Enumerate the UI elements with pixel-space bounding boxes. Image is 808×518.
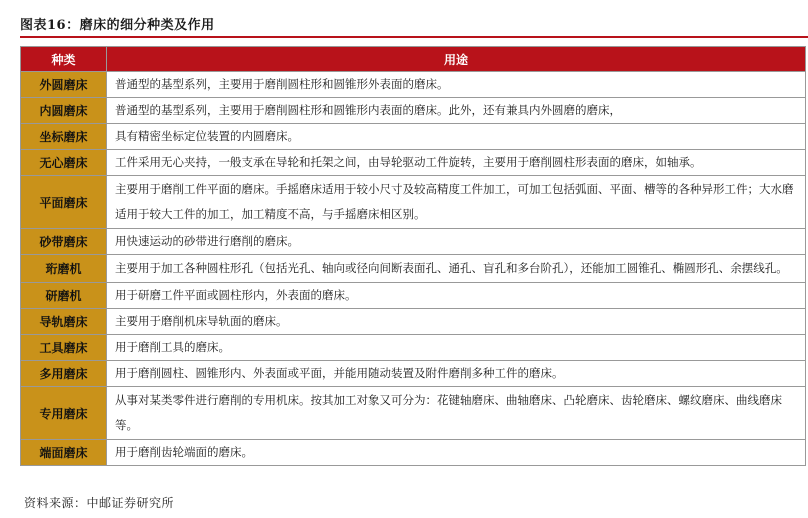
table-row	[21, 335, 806, 361]
row-type-cell: 工具磨床	[21, 335, 107, 361]
figure-title-bar	[20, 12, 808, 38]
row-use-cell: 用于磨削齿轮端面的磨床。	[107, 440, 806, 466]
row-use-cell: 主要用于磨削机床导轨面的磨床。	[107, 309, 806, 335]
row-type-cell: 外圆磨床	[21, 72, 107, 98]
row-type-cell: 无心磨床	[21, 150, 107, 176]
row-type-cell: 研磨机	[21, 283, 107, 309]
table-row	[21, 361, 806, 387]
row-type-cell: 导轨磨床	[21, 309, 107, 335]
table-row	[21, 387, 806, 440]
row-use-cell: 用于磨削圆柱、圆锥形内、外表面或平面，并能用随动装置及附件磨削多种工件的磨床。	[107, 361, 806, 387]
table-row	[21, 72, 806, 98]
header-type: 种类	[21, 47, 107, 72]
row-use-cell: 具有精密坐标定位装置的内圆磨床。	[107, 124, 806, 150]
figure-title: 图表16：磨床的细分种类及作用	[20, 18, 215, 33]
row-use-cell: 普通型的基型系列，主要用于磨削圆柱形和圆锥形内表面的磨床。此外，还有兼具内外圆磨的磨床，	[107, 98, 806, 124]
header-use: 用途	[107, 47, 806, 72]
table-row	[21, 124, 806, 150]
row-type-cell: 砂带磨床	[21, 229, 107, 255]
row-type-cell: 珩磨机	[21, 255, 107, 283]
row-type-cell: 多用磨床	[21, 361, 107, 387]
row-use-cell: 普通型的基型系列，主要用于磨削圆柱形和圆锥形外表面的磨床。	[107, 72, 806, 98]
row-type-cell: 平面磨床	[21, 176, 107, 229]
row-use-cell: 主要用于磨削工件平面的磨床。手摇磨床适用于较小尺寸及较高精度工件加工，可加工包括弧面、平面、槽等的各种异形工件；大水磨适用于较大工件的加工，加工精度不高，与手摇磨床相区别。	[107, 176, 806, 229]
row-use-cell: 用于研磨工件平面或圆柱形内，外表面的磨床。	[107, 283, 806, 309]
table-row	[21, 229, 806, 255]
row-use-cell: 从事对某类零件进行磨削的专用机床。按其加工对象又可分为：花键轴磨床、曲轴磨床、凸轮磨床、齿轮磨床、螺纹磨床、曲线磨床等。	[107, 387, 806, 440]
table-row	[21, 440, 806, 466]
row-use-cell: 用快速运动的砂带进行磨削的磨床。	[107, 229, 806, 255]
row-use-cell: 用于磨削工具的磨床。	[107, 335, 806, 361]
row-use-cell: 主要用于加工各种圆柱形孔（包括光孔、轴向或径向间断表面孔、通孔、盲孔和多台阶孔），还能加工圆锥孔、椭圆形孔、余摆线孔。	[107, 255, 806, 283]
table-row	[21, 309, 806, 335]
row-type-cell: 坐标磨床	[21, 124, 107, 150]
row-type-cell: 内圆磨床	[21, 98, 107, 124]
row-type-cell: 端面磨床	[21, 440, 107, 466]
row-use-cell: 工件采用无心夹持，一般支承在导轮和托架之间，由导轮驱动工件旋转，主要用于磨削圆柱形表面的磨床，如轴承。	[107, 150, 806, 176]
source-note: 资料来源：中邮证券研究所	[24, 496, 175, 510]
table-row	[21, 150, 806, 176]
grinder-types-table	[20, 46, 806, 466]
row-type-cell: 专用磨床	[21, 387, 107, 440]
table-header-row	[21, 47, 806, 72]
table-row	[21, 98, 806, 124]
table-row	[21, 283, 806, 309]
table-row	[21, 255, 806, 283]
table-row	[21, 176, 806, 229]
